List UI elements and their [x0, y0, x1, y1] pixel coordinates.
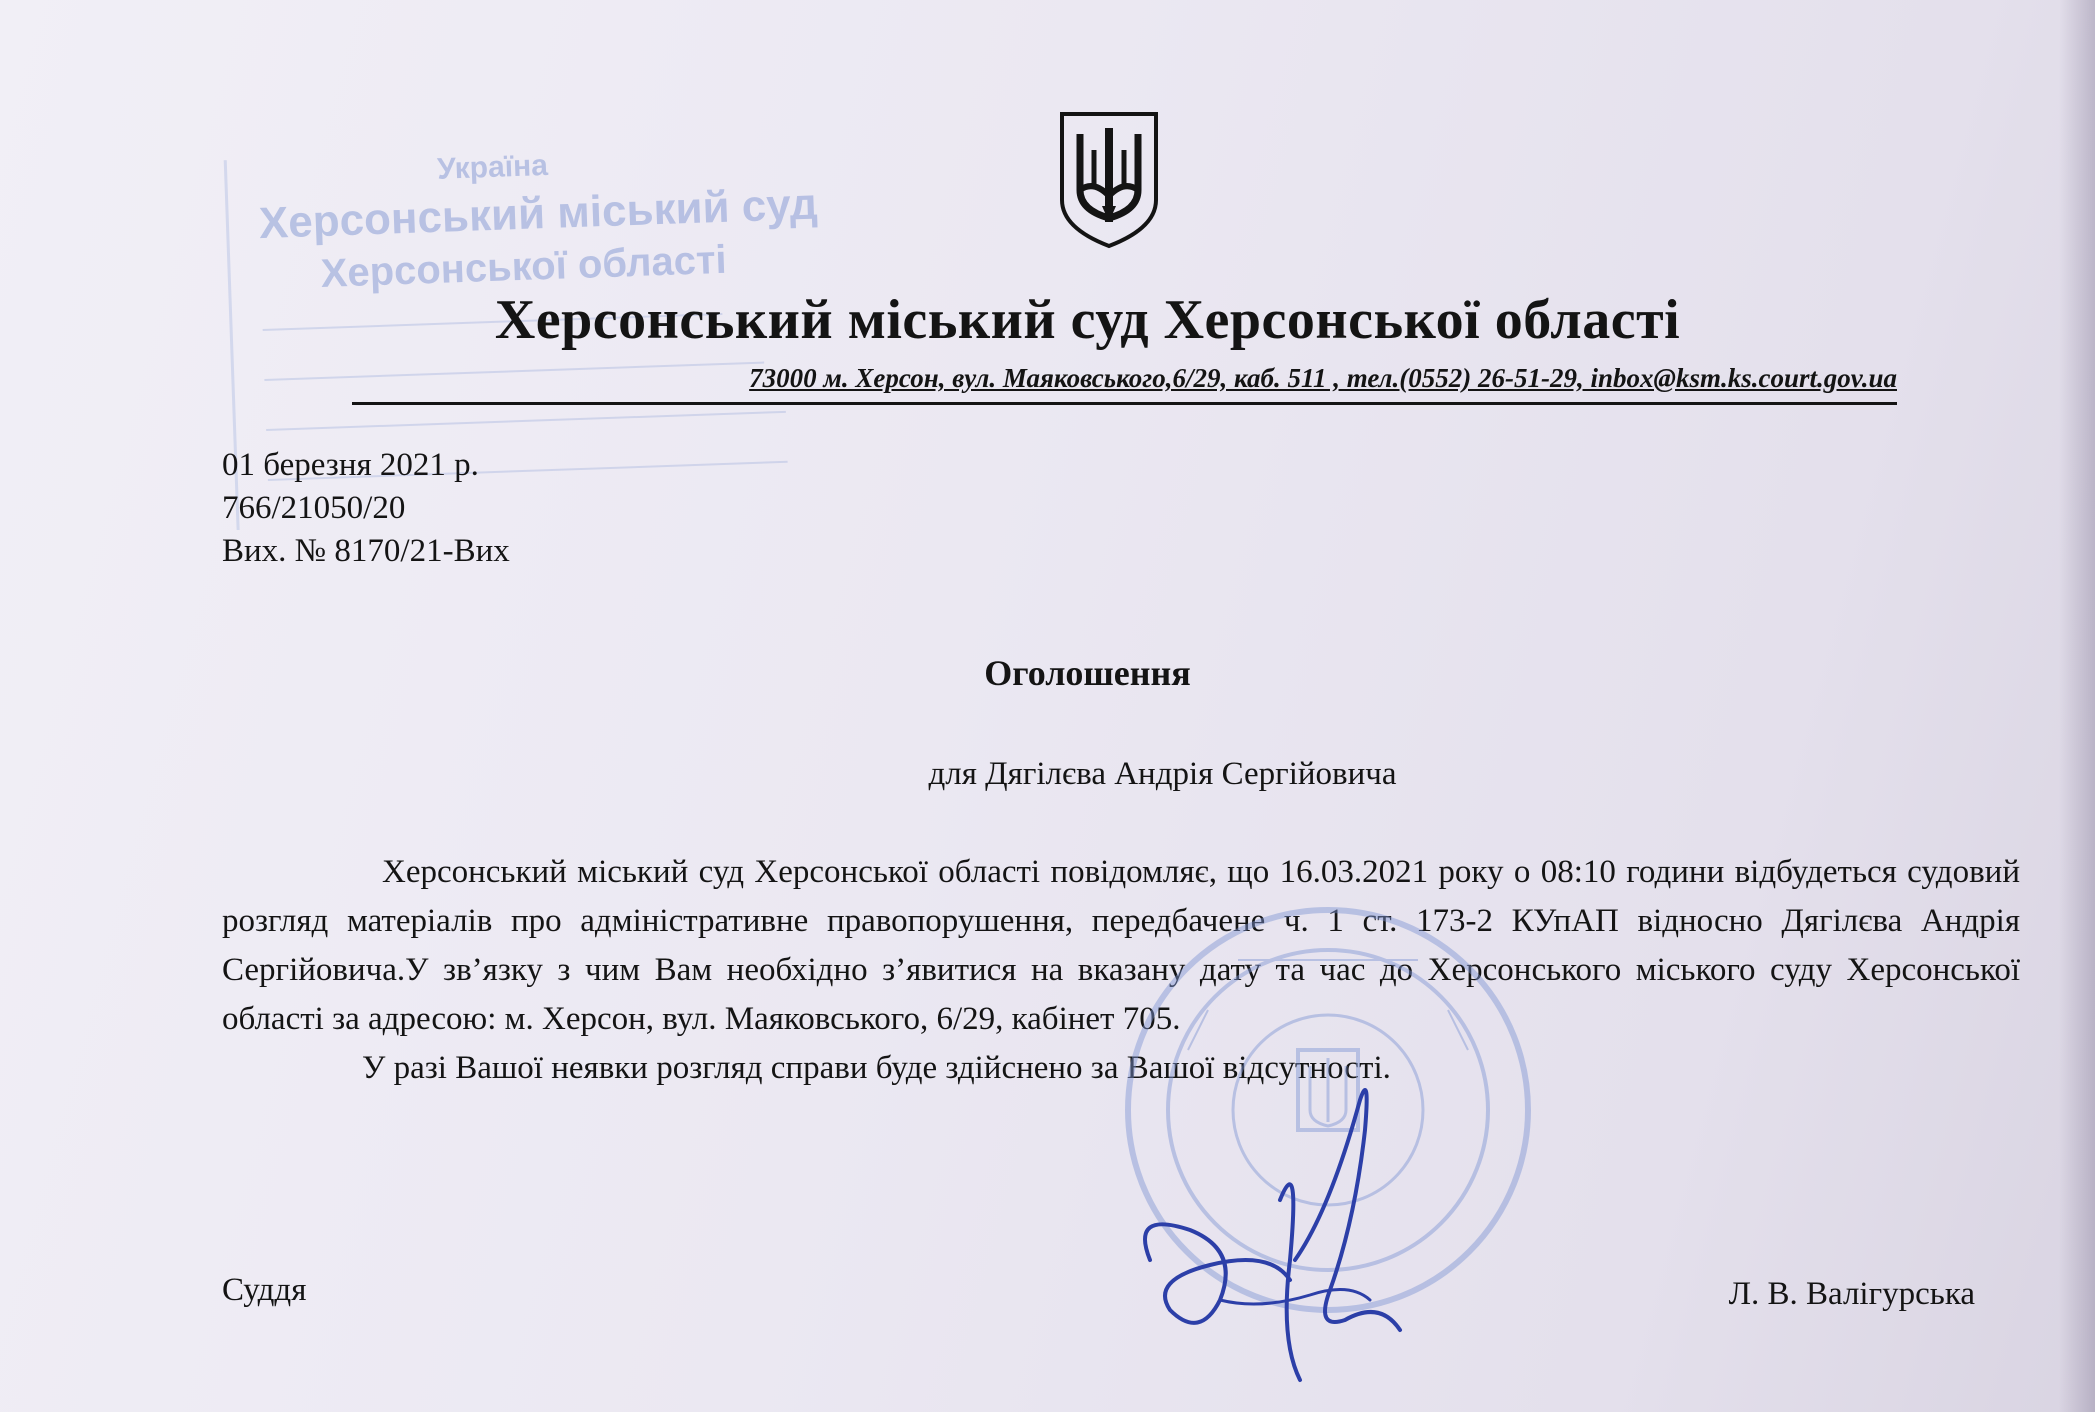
judge-role: Суддя	[222, 1272, 307, 1308]
court-address: 73000 м. Херсон, вул. Маяковського,6/29, каб. 511 , тел.(0552) 26-51-29, inbox@ksm.ks.court.gov.ua	[352, 363, 1897, 405]
stamp-line	[266, 411, 786, 431]
notice-paragraph: Херсонський міський суд Херсонської області повідомляє, що 16.03.2021 року о 08:10 години відбудеться судовий розгляд матеріалів про адміністративне правопорушення, передбачене ч. 1 ст. 173-2 КУпАП відносно Дягілєва Андрія Сергійовича.У зв’язку з чим Вам необхідно з’явитися на вказану дату та час до Херсонського міського суду Херсонської області за адресою: м. Херсон, вул. Маяковського, 6/29, кабінет 705.	[222, 854, 2020, 1037]
document-heading: Оголошення	[984, 653, 1191, 693]
case-number: 766/21050/20	[222, 490, 406, 526]
registration-stamp-region: Херсонської області	[319, 237, 728, 296]
recipient-line: для Дягілєва Андрія Сергійовича	[928, 756, 1397, 792]
court-title: Херсонський міський суд Херсонської області	[494, 289, 1681, 351]
handwritten-signature	[1130, 1060, 1460, 1390]
notice-paragraph: У разі Вашої неявки розгляд справи буде здійснено за Вашої відсутності.	[362, 1050, 1391, 1086]
outgoing-number: Вих. № 8170/21-Вих	[222, 533, 510, 569]
tryzub-icon	[1058, 110, 1160, 250]
judge-name: Л. В. Валігурська	[1728, 1276, 1975, 1312]
paper-edge-shadow	[2059, 0, 2095, 1412]
document-date: 01 березня 2021 р.	[222, 447, 479, 483]
registration-stamp-court: Херсонський міський суд	[258, 179, 819, 249]
document-meta	[222, 444, 510, 573]
registration-stamp-country: Україна	[436, 148, 549, 186]
